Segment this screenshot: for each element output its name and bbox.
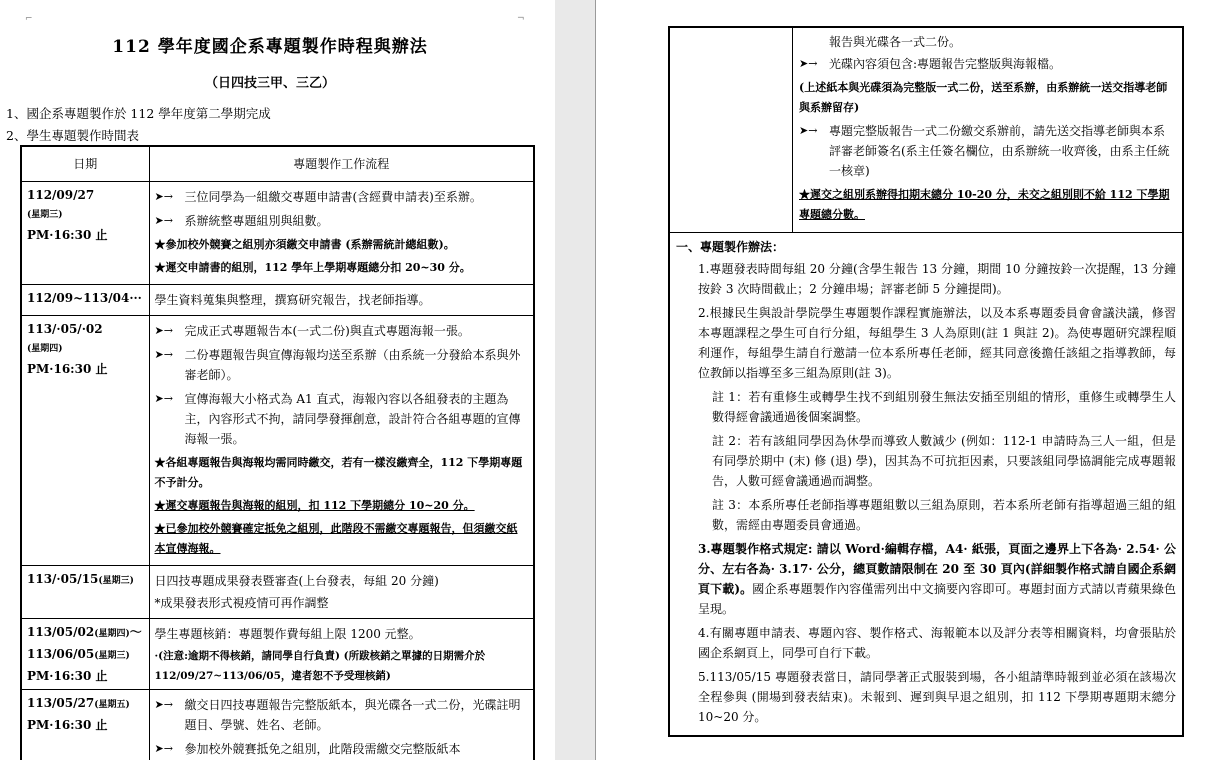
row-time: PM·16:30 止 bbox=[27, 718, 108, 732]
table-row bbox=[21, 566, 534, 619]
left-page bbox=[0, 0, 555, 760]
empty-date-cell bbox=[670, 28, 793, 232]
arrow-bullet-icon: ➤→ bbox=[799, 124, 818, 137]
header-date: 日期 bbox=[21, 146, 149, 182]
method-item: 5.113/05/15 專題發表當日，請同學著正式服裝到場，各小組請準時報到並必須在該場次全程參與 (開場到發表結束)。未報到、遲到與早退之組別，扣 112 下學期專題期末總分 10~20 分。 bbox=[698, 670, 1176, 724]
arrow-bullet-icon: ➤→ bbox=[154, 392, 173, 405]
page-corner-mark: ¬ bbox=[517, 14, 525, 24]
table-row bbox=[21, 182, 534, 285]
paragraph-1: 1、國企系專題製作於 112 學年度第二學期完成 bbox=[6, 106, 271, 121]
row-date: 113/05/27 bbox=[27, 696, 95, 710]
star-note: ★參加校外競賽之組別亦須繳交申請書 (系辦需統計總組數)。 bbox=[154, 238, 455, 251]
step-text: 專題完整版報告一式二份繳交系辦前，請先送交指導老師與本系評審老師簽名(系主任簽名欄位，由系辦統一收齊後，由系主任統一核章) bbox=[829, 124, 1170, 178]
table-row bbox=[21, 316, 534, 566]
step-text: 三位同學為一組繳交專題申請書(含經費申請表)至系辦。 bbox=[184, 190, 482, 204]
document-subtitle: （日四技三甲、三乙） bbox=[204, 76, 335, 91]
star-note: ★已參加校外競賽確定抵免之組別，此階段不需繳交專題報告，但須繳交紙本宣傳海報。 bbox=[154, 522, 518, 555]
page-corner-mark: ⌐ bbox=[25, 14, 33, 24]
method-note: 註 3：本系所專任老師指導專題組數以三組為原則，若本系所老師有指導超過三組的組數，需經由專題委員會通過。 bbox=[712, 498, 1176, 532]
arrow-bullet-icon: ➤→ bbox=[799, 57, 818, 70]
row-day: (星期四) bbox=[94, 629, 130, 639]
arrow-bullet-icon: ➤→ bbox=[154, 742, 173, 755]
row-day: (星期五) bbox=[94, 700, 130, 710]
bold-note: (上述紙本與光碟須為完整版一式二份，送至系辦，由系辦統一送交指導老師與系辦留存) bbox=[799, 81, 1168, 114]
row-date: 113/·05/·02 bbox=[27, 322, 103, 336]
row-time: PM·16:30 止 bbox=[27, 362, 108, 376]
step-text: 學生專題核銷：專題製作費每組上限 1200 元整。 bbox=[154, 627, 421, 641]
row-date: 112/09~113/04··· bbox=[27, 291, 142, 305]
method-item-continued: 國企系專題製作內容僅需列出中文摘要內容即可。專題封面方式請以青蘋果綠色呈現。 bbox=[698, 582, 1176, 616]
method-item: 2.根據民生與設計學院學生專題製作課程實施辦法，以及本系專題委員會會議決議，修習本專題課程之學生可自行分組，每組學生 3 人為原則(註 1 與註 2)。為使專題研究課程順利運作，每組學生請自行邀請一位本系所專任老師，經其同意後擔任該組之指導教師，每位教師以指導至多三組為原則(註 3)。 bbox=[698, 306, 1176, 380]
step-text: 系辦統整專題組別與組數。 bbox=[184, 214, 329, 228]
header-flow: 專題製作工作流程 bbox=[149, 146, 534, 182]
row-date: 112/09/27 bbox=[27, 188, 95, 202]
step-text: 光碟內容須包含:專題報告完整版與海報檔。 bbox=[829, 57, 1062, 71]
method-item: 1.專題發表時間每組 20 分鐘(含學生報告 13 分鐘，期間 10 分鐘按鈴一次提醒，13 分鐘按鈴 3 次時間截止；2 分鐘串場；評審老師 5 分鐘提問)。 bbox=[698, 262, 1176, 296]
step-text: 繳交日四技專題報告完整版紙本，與光碟各一式二份，光碟註明題目、學號、姓名、老師。 bbox=[184, 698, 521, 732]
row-day: (星期三) bbox=[94, 651, 130, 661]
arrow-bullet-icon: ➤→ bbox=[154, 698, 173, 711]
row-day: (星期三) bbox=[98, 576, 134, 586]
row-date-range-sign: ～ bbox=[129, 625, 142, 639]
schedule-table bbox=[20, 145, 535, 760]
method-item: 3.專題製作格式規定: 請以 Word·編輯存檔，A4· 紙張，頁面之邊界上下各為· 2.54· 公分、左右各為· 3.17· 公分，總頁數請限制在 20 至 30 頁內(詳細製作格式請自國企系網頁下載)。 bbox=[698, 542, 1176, 596]
row-time: PM·16:30 止 bbox=[27, 228, 108, 242]
row-time: PM·16:30 止 bbox=[27, 669, 108, 683]
step-text: 學生資料蒐集與整理，撰寫研究報告，找老師指導。 bbox=[154, 293, 431, 307]
arrow-bullet-icon: ➤→ bbox=[154, 190, 173, 203]
continuation-table bbox=[668, 26, 1184, 737]
arrow-bullet-icon: ➤→ bbox=[154, 214, 173, 227]
right-page bbox=[596, 0, 1205, 760]
arrow-bullet-icon: ➤→ bbox=[154, 324, 173, 337]
section-title: 一、專題製作辦法： bbox=[676, 240, 785, 254]
step-text: 宣傳海報大小格式為 A1 直式，海報內容以各組發表的主題為主，內容形式不拘，請同學發揮創意，設計符合各組專題的宣傳海報一張。 bbox=[184, 392, 521, 446]
row-date: 113/06/05 bbox=[27, 647, 95, 661]
table-row bbox=[21, 285, 534, 316]
step-text: 參加校外競賽抵免之組別，此階段需繳交完整版紙本 bbox=[184, 742, 461, 756]
step-text: 完成正式專題報告本(一式二份)與直式專題海報一張。 bbox=[184, 324, 470, 338]
method-section bbox=[670, 233, 1182, 735]
paragraph-2: 2、學生專題製作時間表 bbox=[6, 128, 139, 143]
step-text: 日四技專題成果發表暨審查(上台發表，每組 20 分鐘) bbox=[154, 574, 439, 588]
star-note: ★遲交申請書的組別，112 學年上學期專題總分扣 20~30 分。 bbox=[154, 261, 471, 274]
row-date: 113/·05/15 bbox=[27, 572, 99, 586]
row-date: 113/05/02 bbox=[27, 625, 95, 639]
method-note: 註 1：若有重修生或轉學生找不到組別發生無法安插至別組的情形，重修生或轉學生人數得經會議通過後個案調整。 bbox=[712, 390, 1176, 424]
table-row bbox=[21, 619, 534, 690]
step-note: ·(注意:逾期不得核銷，請同學自行負責) (所跋核銷之單據的日期需介於 112/09/27~113/06/05，違者恕不予受理核銷) bbox=[154, 650, 486, 682]
table-row bbox=[670, 28, 1182, 233]
method-note: 註 2：若有該組同學因為休學而導致人數減少 (例如：112-1 申請時為三人一組，但是有同學於期中 (末) 修 (退) 學)，因其為不可抗拒因素，只要該組同學協調能完成專題報告，人數可經會議通過而調整。 bbox=[712, 434, 1176, 488]
row-day: (星期四) bbox=[27, 344, 63, 354]
row-day: (星期三) bbox=[27, 210, 63, 220]
document-title: 112 學年度國企系專題製作時程與辦法 bbox=[112, 37, 428, 57]
star-note: ★遲交專題報告與海報的組別，扣 112 下學期總分 10~20 分。 bbox=[154, 499, 475, 512]
method-item: 4.有關專題申請表、專題內容、製作格式、海報範本以及評分表等相關資料，均會張貼於國企系網頁上，同學可自行下載。 bbox=[698, 626, 1176, 660]
step-text: 報告與光碟各一式二份。 bbox=[829, 35, 962, 49]
page-gutter bbox=[555, 0, 596, 760]
step-text: 二份專題報告與宣傳海報均送至系辦（由系統一分發給本系與外審老師）。 bbox=[184, 348, 521, 382]
star-note: ★各組專題報告與海報均需同時繳交，若有一樣沒繳齊全，112 下學期專題不予計分。 bbox=[154, 456, 523, 489]
arrow-bullet-icon: ➤→ bbox=[154, 348, 173, 361]
step-text: *成果發表形式視疫情可再作調整 bbox=[154, 596, 329, 610]
table-row bbox=[21, 690, 534, 760]
star-note: ★遲交之組別系辦得扣期末總分 10-20 分，未交之組別則不給 112 下學期專題總分數。 bbox=[799, 188, 1170, 221]
